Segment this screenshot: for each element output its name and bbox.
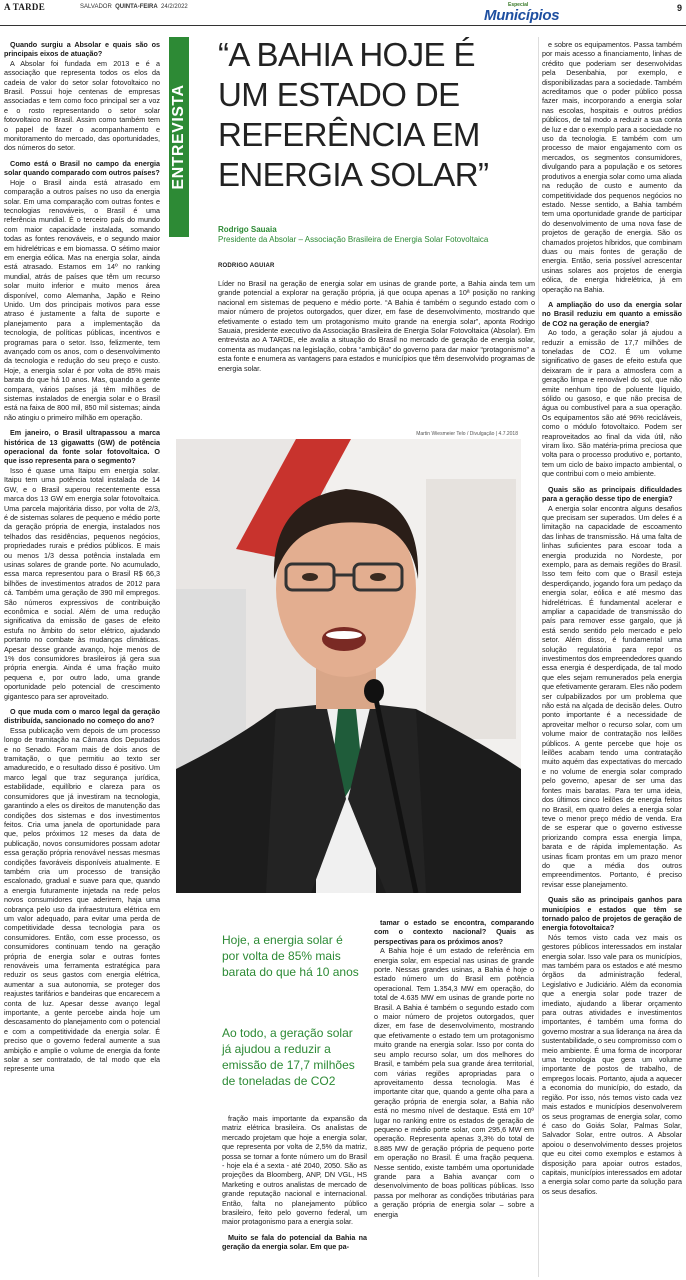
column-divider (538, 37, 539, 1277)
answer: A energia solar encontra alguns desafios que precisam ser superados. Um deles é a limitação na capacidade de escoamento das linhas de transmissão. Há uma falta de linhas suficientes para escoar toda a energia produzida no Nordeste, por exemplo, para as demais regiões do Brasil. Isso tem feito com que o Brasil esteja desperdiçando, jogando fora um pedaço da energia solar, eólica e até mesmo das hidrelétricas. É fundamental acelerar e ampliar a capacidade de transmissão do país para remover esse gargalo, que já está sendo sentido pelo mercado e pelo setor. Além disso, é fundamental uma solução regulatória para repor os investimentos dos empreendedores quando essa energia é desperdiçada, de tal modo que eles sejam remunerados pela energia que efetivamente geraram. Eles não podem ser culpabilizados por um problema que não está na alçada de decisão deles. Outro ponto importante é a necessidade de aproveitar melhor o recurso solar, com um volume maior de contratação nos leilões públicos. A gente percebe que hoje os leilões acabam tendo uma contratação muito aquém das expectativas do mercado e no volume de energia solar comprado pelo governo, apesar de ser uma das fontes mais baratas. Para ter uma ideia, dos últimos cinco leilões de energia feitos no Brasil, em quatro deles a energia solar teve o menor preço médio de venda. Era de se esperar que o governo estivesse priorizando compra essa energia limpa, barata e de rápida implementação. As usinas ficam prontas em um prazo menor do que a média dos outros empreendimentos. Portanto, é preciso revisar esse planejamento. (542, 503, 682, 889)
headline: “A BAHIA HOJE É UM ESTADO DE REFERÊNCIA EM ENERGIA SOLAR” (218, 36, 489, 193)
left-column (4, 40, 160, 1276)
masthead: A TARDE (4, 2, 46, 12)
edition-info: SALVADOR QUINTA-FEIRA 24/2/2022 (80, 4, 188, 10)
section-logo-sub: Especial (508, 2, 529, 8)
photo-credit: Martin Wiesmeier Telo / Divulgação | 4.7.2018 (416, 431, 518, 437)
page-number: 9 (676, 3, 682, 13)
question: Quais são as principais ganhos para municípios e estados que têm se tornado palco de projetos de geração de energia fotovoltaica? (542, 895, 682, 933)
middle-column-b (374, 918, 534, 1276)
interviewee-photo (176, 439, 521, 893)
question: Quais são as principais dificuldades para a geração desse tipo de energia? (542, 484, 682, 504)
interviewee-title: Presidente da Absolar – Associação Brasileira de Energia Solar Fotovoltaica (218, 235, 489, 244)
byline: RODRIGO AGUIAR (218, 263, 275, 269)
header-rule (0, 25, 686, 26)
question: O que muda com o marco legal da geração distribuída, sancionado no começo do ano? (4, 707, 160, 726)
intro-paragraph: Líder no Brasil na geração de energia solar em usinas de grande porte, a Bahia ainda tem um grande potencial a explorar na geração própria, já que ocupa apenas a 10ª posição no ranking nacional em sistemas de pequeno e médio porte. “A Bahia é também o segundo estado com o maior número de projetos outorgados, quer dizer, em fase de desenvolvimento, mostrando que efetivamente o estado tem um protagonismo muito grande na energia solar”, aponta Rodrigo Sauaia, presidente executivo da Associação Brasileira de Energia Solar Fotovoltaica (Absolar). Em entrevista ao A TARDE, ele avalia a situação do Brasil no mercado de geração de energia solar, comenta as mudanças na legislação, cobra “ambição” do governo para dar maior “protagonismo” a esta fonte e enumera as vantagens para estados e municípios que têm desenvolvido programas de energia solar. (218, 279, 535, 373)
section-logo-title: Municípios (484, 7, 560, 24)
answer: Ao todo, a geração solar já ajudou a reduzir a emissão de 17,7 milhões de toneladas de CO2. É um volume significativo de gases de efeito estufa que deixaram de ir para a atmosfera com a geração limpa e renovável do sol, que não emite nenhum tipo de poluente líquido, sólido ou gasoso, e que não precisa de água ou combustível para a sua operação. Os equipamentos são até 96% recicláveis, como o módulo fotovoltaico. Podem ser reaproveitados ao final da vida útil, não viram lixo. São matéria-prima preciosa que volta para o processo produtivo e, portanto, tem um ciclo de baixo impacto ambiental, o que contribui com o meio ambiente. (542, 328, 682, 479)
middle-column-a (222, 1114, 367, 1276)
question: tamar o estado se encontra, comparando com o contexto nacional? Quais as perspectivas para os próximos anos? (374, 918, 534, 946)
answer: fração mais importante da expansão da matriz elétrica brasileira. Os analistas de mercado projetam que hoje a energia solar, que representa por volta de 2,5% da matriz, possa se tornar a fonte número um do Brasil - hoje ela é a sexta - até 2040, 2050. São as projeções da Bloomberg, ANP, DN VGL, HS Marketing e outros analistas de mercado de grande reputação nacional e internacional. Então, falta no planejamento público brasileiro, feito pelo governo federal, um maior protagonismo para a energia solar. (222, 1114, 367, 1227)
pullquote-1: Hoje, a energia solar é por volta de 85% mais barata do que há 10 anos (222, 933, 359, 979)
right-column (542, 40, 682, 1276)
answer: Essa publicação vem depois de um processo longo de tramitação na Câmara dos Deputados e no Senado. Foram mais de dois anos de tramitação, o que permitiu ao texto ser amadurecido, e o resultado disso é positivo. Um marco legal que traz segurança jurídica, estabilidade, equilíbrio e clareza para os consumidores que já investiram na tecnologia, garantindo a eles os direitos de manutenção das condições dos sistemas e dos investimentos feitos. Cria uma janela de oportunidade para que, pelos próximos 12 meses da data de publicação, novos consumidores possam adotar essa geração própria renovável nessas mesmas condições favoráveis disponíveis atualmente. E também cria um processo de transição escalonado, gradual e suave para que, quando a energia futuramente injetada na rede pelos novos consumidores que aderirem, haja uma cobrança pelo uso da infraestrutura elétrica em um valor adequado, para evitar uma perda de competitividade dessa tecnologia para os consumidores. Então, com esse processo, os consumidores continuam tendo na geração própria de energia solar e outras fontes renováveis uma ferramenta estratégica para reduzir os seus gastos com energia elétrica, aumentar a sua autonomia, se proteger dos reajustes tarifários e bandeiras que encarecem a conta de luz. Apesar desse avanço legal importante, a gente percebe ainda hoje um descasamento do planejamento com o potencial e com a competitividade da energia solar. É preciso que o governo federal aumente a sua ambição e amplie o volume de energia da fonte solar a ser contratado, de tal modo que ela represente uma (4, 725, 160, 1074)
answer: A Bahia hoje é um estado de referência em energia solar, em especial nas usinas de grande porte. Nessas grandes usinas, a Bahia é hoje o estado número um do Brasil em potência operacional. Tem 1.354,3 MW em operação, do total de 4.635 MW em usinas de grande porte no Brasil. A Bahia é também o segundo estado com o maior número de projetos outorgados, quer dizer, em fase de desenvolvimento, mostrando que efetivamente o estado tem um protagonismo muito grande na energia solar. Isso por conta do seu amplo recurso solar, um dos melhores do Brasil, e também pela sua grande área territorial, com várias regiões apropriadas para o aproveitamento dessa tecnologia. Mas é importante citar que, quando a gente olha para a geração própria de energia solar, a Bahia não está no mesmo nível de destaque. Está em 10º lugar no ranking entre os estados de geração de pequeno e médio porte solar, com 295,6 MW em operação. Representa apenas 3,3% do total de 8.885 MW de geração própria de pequeno porte em operação no Brasil. É uma fração pequena. Nesse sentido, existe também uma oportunidade grande para a Bahia avançar com o desenvolvimento de boas políticas públicas. Isso passa por melhorar as condições tributárias para a geração própria de energia solar – sobre a energia (374, 946, 534, 1219)
answer: Isso é quase uma Itaipu em energia solar. Itaipu tem uma potência total instalada de 14 GW, e o Brasil superou recentemente essa marca dos 13 GW em energia solar fotovoltaica. Uma parcela majoritária disso, por volta de 2/3, é de sistemas solares de pequeno e médio porte da geração própria de energia, instalados nos telhados das residências, pequenos negócios, propriedades rurais e prédios públicos. E mais ou menos 1/3 dessa potência instalada em usinas solares de grande porte. No acumulado, essa marca representou para o Brasil R$ 66,3 bilhões de investimentos atrados de 2012 para cá. Também uma geração de 390 mil empregos. São números expressivos de contribuição econômica e social. Além de uma redução significativa da emissão de gases de efeito estufa no âmbito do setor elétrico, ajudando portanto no combate às mudanças climáticas. Apesar desse grande avanço, hoje menos de 1% dos consumidores brasileiros já gera sua própria energia. Ainda é uma fração muito pequena e, por outro lado, uma grande oportunidade pelo potencial de crescimento gigantesco para ser aproveitado. (4, 465, 160, 701)
answer: Hoje o Brasil ainda está atrasado em comparação a outros países no uso da energia solar. Em uma comparação com outras fontes e tecnologias renováveis, o Brasil é uma referência mundial. É o terceiro país do mundo com maior capacidade instalada, somando todas as fontes renováveis, e o segundo maior em hidrelétricas e em biomassa. O sétimo maior em energia eólica. Mas na energia solar, ainda está atrasado. Estamos em 14º no ranking mundial, atrás de países que têm um recurso solar muito inferior e muito menos área disponível, como Alemanha, Japão e Reino Unido. Um dos principais motivos para esse atraso é justamente a falta de suporte e planejamento para a implementação da tecnologia, de políticas públicas, incentivos e programas para o setor. Isso, felizmente, tem avançado com os anos, com o desenvolvimento da tecnologia e redução do seu preço e custo. Hoje, a energia solar é por volta de 85% mais barata do que há 10 anos. Mas, quando a gente compara, vários países já têm milhões de sistemas instalados de energia solar e o Brasil está na faixa de 800 mil, 850 mil sistemas; ainda não atingiu o primeiro milhão em operação. (4, 177, 160, 422)
question: Em janeiro, o Brasil ultrapassou a marca histórica de 13 gigawatts (GW) de potência operacional da fonte solar fotovoltaica. O que isso representa para o segmento? (4, 428, 160, 466)
question: Muito se fala do potencial da Bahia na geração da energia solar. Em que pa- (222, 1232, 367, 1252)
pullquote-2: Ao todo, a geração solar já ajudou a reduzir a emissão de 17,7 milhões de toneladas de CO2 (222, 1026, 355, 1088)
interviewee-name: Rodrigo Sauaia (218, 225, 277, 234)
question: Quando surgiu a Absolar e quais são os principais eixos de atuação? (4, 40, 160, 59)
answer: Nós temos visto cada vez mais os gestores públicos interessados em instalar energia solar. Isso vale para os municípios, mas também para os estados e até mesmo órgãos da administração federal, Legislativo e Judiciário. Além da economia que a energia solar pode trazer de imediato, ajudando a liberar orçamento para outras atividades e investimentos importantes, é também uma forma do governo mostrar a sua liderança na área da sustentabilidade, o seu compromisso com o meio ambiente. É uma forma de incorporar uma tecnologia que gera um volume importante de postos de trabalho, de empregos locais. Portanto, ajuda a aquecer a economia do município, do estado, da região. Por isso, nós temos visto cada vez mais estados e municípios desenvolverem os seus programas de energia solar, como é caso do Goiás Solar, Palmas Solar, Salvador Solar, entre outros. A Absolar apoiou o desenvolvimento desses projetos que eu citei como exemplos e estamos à disposição para apoiar outros estados, capitais, municípios interessados em adotar a energia solar como parte da solução para os seus desafios. (542, 932, 682, 1196)
answer: e sobre os equipamentos. Passa também por mais acesso a financiamento, linhas de crédito que poderiam ser desenvolvidas pela Desenbahia, por exemplo, e disponibilizadas para a sociedade. Também acreditamos que o poder público possa fazer mais, incorporando a energia solar nas escolas, hospitais e outros prédios públicos, de tal modo a reduzir a sua conta de luz e dar o exemplo para a sociedade no uso da tecnologia. E também com um processo de maior engajamento com os mercados, os segmentos consumidores, divulgando para a população e os setores produtivos a energia solar como uma aliada na redução de custo e aumento da competitividade dos pequenos negócios no estado. Nesse sentido, a Bahia também tem uma oportunidade grande de participar do desenvolvimento de uma nova fase de projetos de geração de energia. São os chamados projetos híbridos, que combinam duas ou mais fontes de geração de energia. Então, seria possível acrescentar usinas solares aos projetos de energia eólica, de energia hidrelétrica, já em operação na Bahia. (542, 40, 682, 294)
question: Como está o Brasil no campo da energia solar quando comparado com outros países? (4, 158, 160, 178)
section-logo (484, 2, 580, 24)
section-banner: ENTREVISTA (169, 37, 189, 237)
answer: A Absolar foi fundada em 2013 e é a associação que representa todos os elos da cadeia de valor do setor solar fotovoltaico no Brasil. Possui hoje centenas de empresas associadas e tem como foco principal ser a voz e o rosto representando o setor solar fotovoltaico no Brasil. Assim como também tem o papel de fazer o acompanhamento e monitoramento do mercado, das oportunidades, dos números do setor. (4, 58, 160, 153)
question: A ampliação do uso da energia solar no Brasil reduziu em quanto a emissão de CO2 na geração de energia? (542, 299, 682, 328)
